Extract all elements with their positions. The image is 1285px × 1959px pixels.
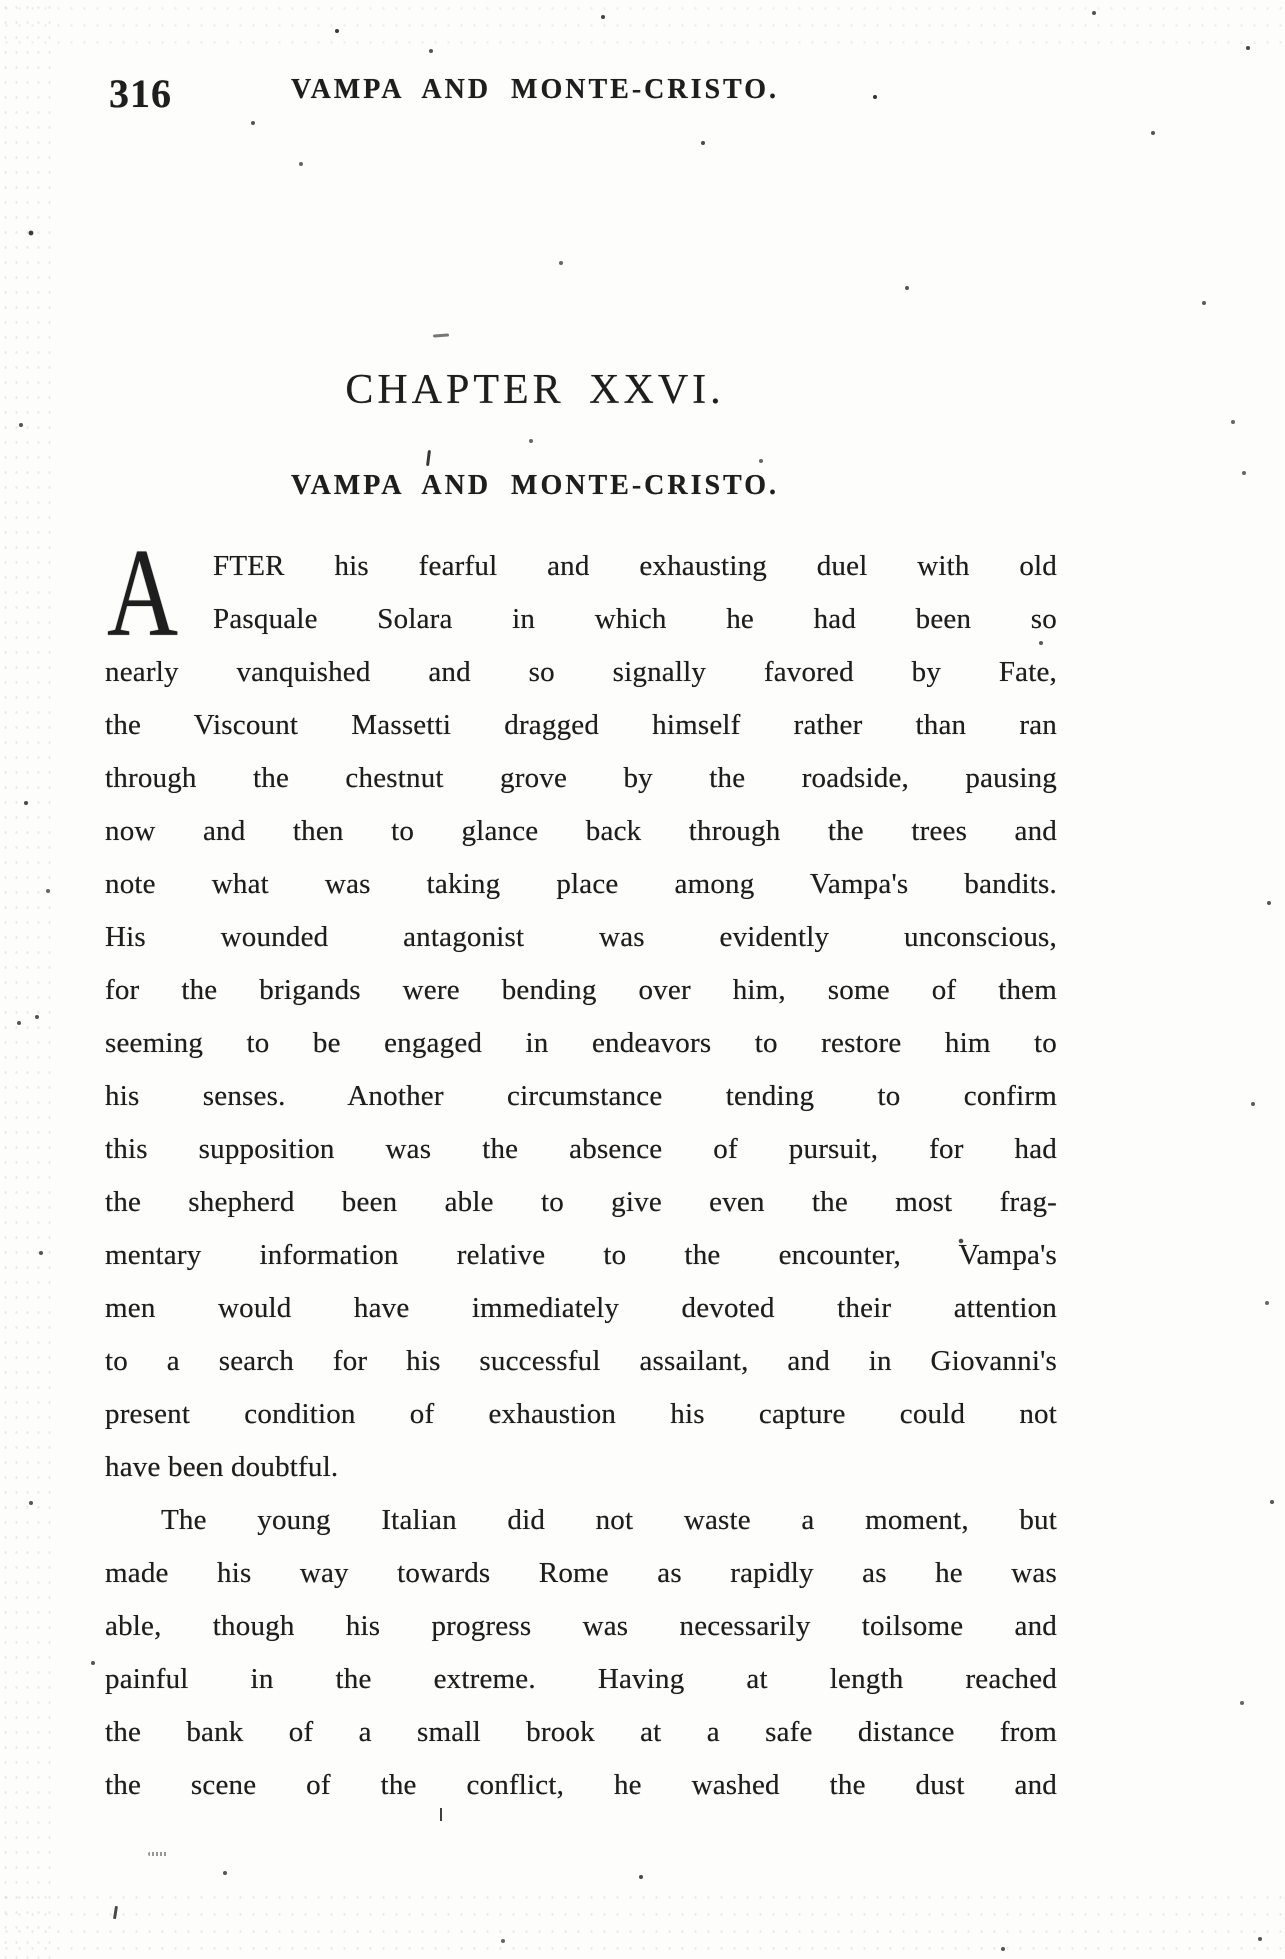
text-line: present condition of exhaustion his capture could not xyxy=(105,1398,1057,1430)
scan-speckles xyxy=(0,0,2,2)
text-line: The young Italian did not waste a moment, but xyxy=(161,1504,1057,1536)
text-line: note what was taking place among Vampa's bandits. xyxy=(105,868,1057,900)
text-line: painful in the extreme. Having at length reached xyxy=(105,1663,1057,1695)
page-number: 316 xyxy=(109,71,172,116)
paragraph-2 xyxy=(105,1494,1057,1812)
text-line: able, though his progress was necessarily toilsome and xyxy=(105,1610,1057,1642)
paragraph-lines xyxy=(105,646,1057,1494)
ink-mark xyxy=(113,1906,118,1919)
text-line: his senses. Another circumstance tending to confirm xyxy=(105,1080,1057,1112)
text-line: Pasquale Solara in which he had been so xyxy=(213,603,1057,635)
paragraph-opening xyxy=(105,524,1057,663)
text-line: this supposition was the absence of pursuit, for had xyxy=(105,1133,1057,1165)
text-line: the Viscount Massetti dragged himself rather than ran xyxy=(105,709,1057,741)
text-line: men would have immediately devoted their attention xyxy=(105,1292,1057,1324)
body-text xyxy=(105,524,1057,1812)
scan-noise-top xyxy=(0,0,1285,46)
text-line: the scene of the conflict, he washed the dust and xyxy=(105,1769,1057,1801)
text-line: the bank of a small brook at a safe distance from xyxy=(105,1716,1057,1748)
text-line: FTER his fearful and exhausting duel with old xyxy=(213,550,1057,582)
ink-mark xyxy=(433,333,449,337)
chapter-heading xyxy=(105,366,965,502)
chapter-title: CHAPTER XXVI. xyxy=(345,367,725,413)
drop-cap: A xyxy=(107,524,179,663)
text-line: to a search for his successful assailant, and in Giovanni's xyxy=(105,1345,1057,1377)
paragraph-1 xyxy=(105,524,1057,1494)
text-line: the shepherd been able to give even the most frag- xyxy=(105,1186,1057,1218)
ink-mark xyxy=(148,1852,168,1856)
text-line: made his way towards Rome as rapidly as he was xyxy=(105,1557,1057,1589)
scan-noise-left xyxy=(0,0,58,1959)
text-line: through the chestnut grove by the roadside, pausing xyxy=(105,762,1057,794)
page-header xyxy=(105,71,965,116)
text-line: for the brigands were bending over him, some of them xyxy=(105,974,1057,1006)
text-line: now and then to glance back through the trees and xyxy=(105,815,1057,847)
opening-lines xyxy=(105,524,1057,663)
scan-noise-bottom xyxy=(0,1889,1285,1959)
text-line: mentary information relative to the encounter, Vampa's xyxy=(105,1239,1057,1271)
text-line: nearly vanquished and so signally favored by Fate, xyxy=(105,656,1057,688)
chapter-subtitle: VAMPA AND MONTE-CRISTO. xyxy=(290,470,780,501)
running-head: VAMPA AND MONTE-CRISTO. xyxy=(290,74,780,105)
text-line: seeming to be engaged in endeavors to restore him to xyxy=(105,1027,1057,1059)
paragraph-lines xyxy=(105,1494,1057,1812)
text-line: have been doubtful. xyxy=(105,1451,339,1483)
text-line: His wounded antagonist was evidently unconscious, xyxy=(105,921,1057,953)
